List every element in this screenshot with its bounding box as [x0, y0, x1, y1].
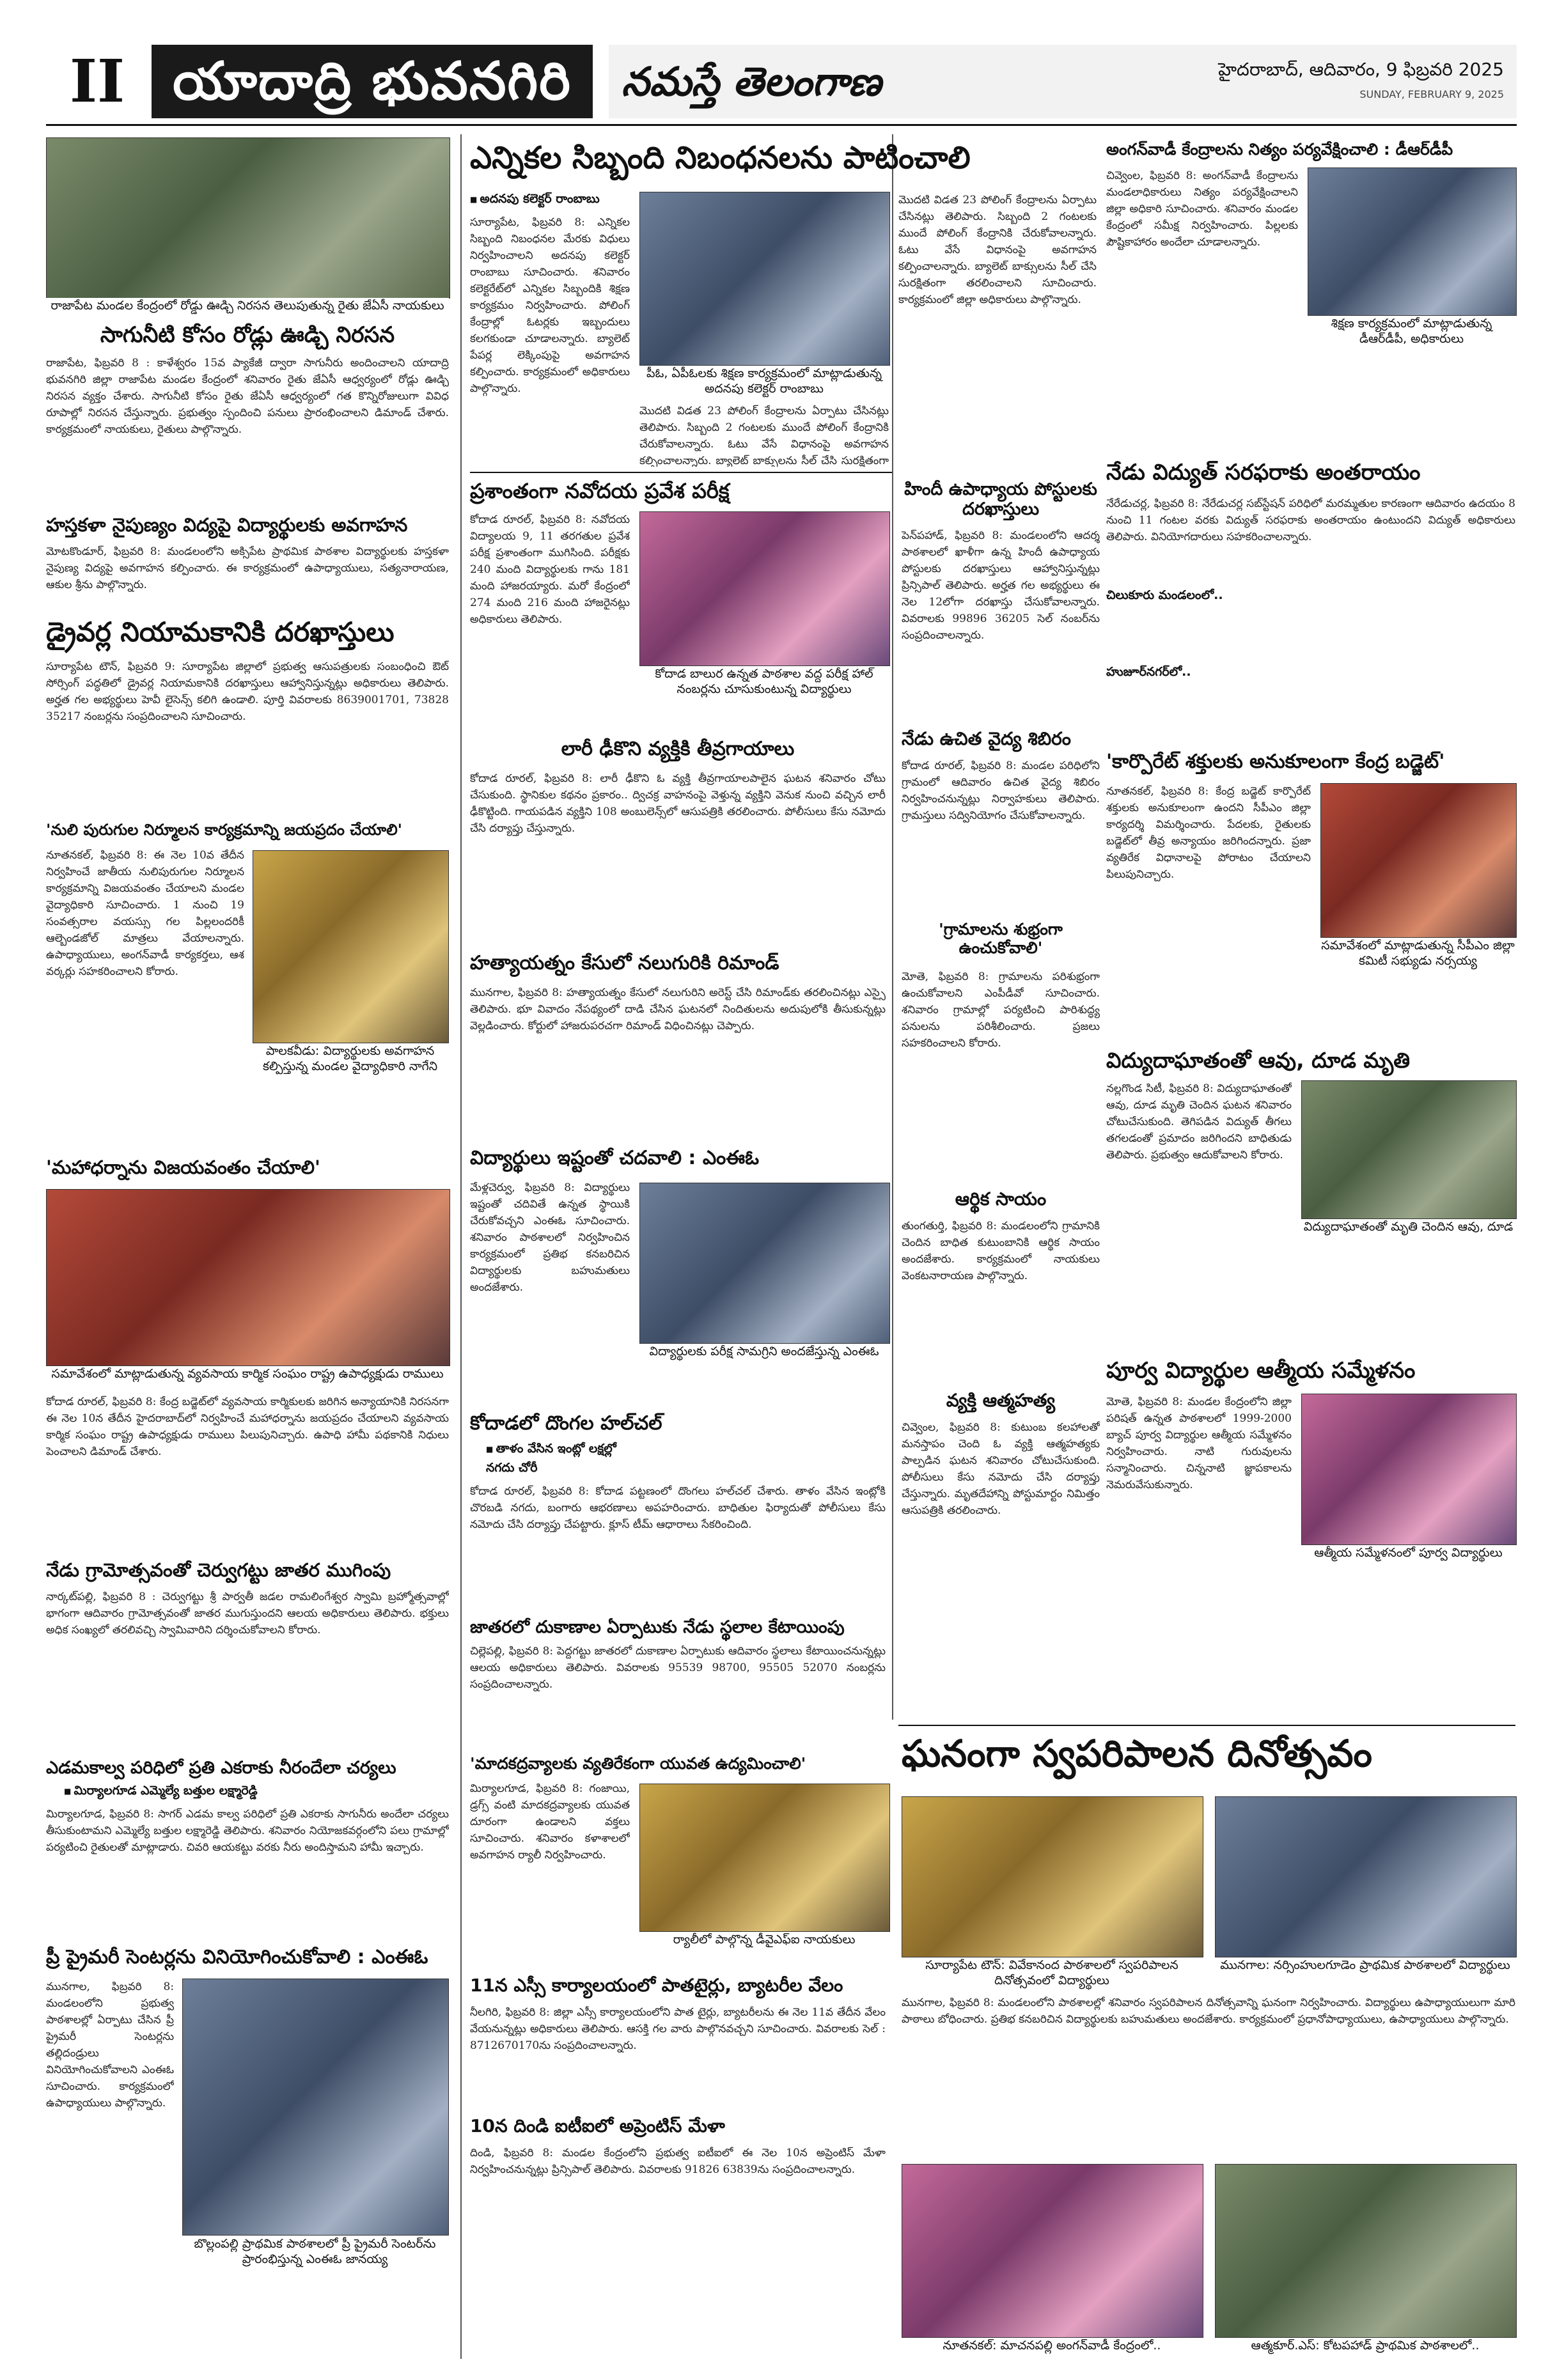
headline: ఎన్నికల సిబ్బంది నిబంధనలను పాటించాలి	[470, 140, 971, 176]
paper-name: నమస్తే తెలంగాణ	[609, 45, 1069, 118]
photo-caption: పీఓ, ఏపీఓలకు శిక్షణ కార్యక్రమంలో మాట్లాడుతున్న అదనపు కలెక్టర్ రాంబాబు	[639, 366, 889, 396]
news-photo	[639, 511, 890, 666]
divider	[470, 472, 892, 473]
photo-caption: మునగాల: నర్సింహులగూడెం ప్రాథమిక పాఠశాలలో విద్యార్థులు	[1215, 1957, 1515, 1973]
photo-caption: విద్యార్థులకు పరీక్ష సామగ్రిని అందజేస్తున్న ఎంఈఓ	[639, 1344, 889, 1359]
article-body: రాజాపేట, ఫిబ్రవరి 8 : కాళేశ్వరం 15వ ప్యాకేజీ ద్వారా సాగునీరు అందించాలని యాదాద్రి భువనగిరి జిల్లా రాజాపేట మండల కేంద్రంలో శనివారం రైతు జేఏసీ ఆధ్వర్యంలో రోడ్లు ఊడ్చి నిరసన వ్యక్తం చేశారు. సాగునీటి కోసం రైతు జేఏసీ ఆధ్వర్యంలో గత కొన్నిరోజులుగా వివిధ రూపాల్లో నిరసన చేస్తున్నారు. ప్రభుత్వం స్పందించి పనులు ప్రారంభించాలని డిమాండ్ చేశారు. కార్యక్రమంలో నాయకులు, రైతులు పాల్గొన్నారు.	[46, 357, 449, 436]
photo-caption: శిక్షణ కార్యక్రమంలో మాట్లాడుతున్న డీఆర్‌డీపీ, అధికారులు	[1308, 316, 1515, 346]
article-body: చివ్వెంల, ఫిబ్రవరి 8: అంగన్‌వాడీ కేంద్రాలను మండలాధికారులు నిత్యం పర్యవేక్షించాలని జిల్లా అధికారి సూచించారు. శనివారం మండల కేంద్రంలో సమీక్ష నిర్వహించారు. పిల్లలకు పౌష్టికాహారం అందేలా చూడాలన్నారు.	[1106, 169, 1298, 249]
news-photo	[46, 137, 450, 299]
headline: 'మహాధర్నాను విజయవంతం చేయాలి'	[46, 1156, 320, 1178]
article-body: కోదాడ రూరల్, ఫిబ్రవరి 8: కేంద్ర బడ్జెట్‌లో వ్యవసాయ కార్మికులకు జరిగిన అన్యాయానికి నిరసనగా ఈ నెల 10న తేదీన హైదరాబాద్‌లో నిర్వహించే మహాధర్నాను జయప్రదం చేయాలని వ్యవసాయ కార్మిక సంఘం రాష్ట్ర ఉపాధ్యక్షుడు రాములు పిలుపునిచ్చారు. ఉపాధి హామీ పథకానికి నిధులు పెంచాలని డిమాండ్ చేశారు.	[46, 1396, 449, 1458]
article-body: చివ్వెంల, ఫిబ్రవరి 8: కుటుంబ కలహాలతో మనస్తాపం చెంది ఓ వ్యక్తి ఆత్మహత్యకు పాల్పడిన ఘటన శనివారం చోటుచేసుకుంది. పోలీసులు కేసు నమోదు చేసి దర్యాప్తు చేస్తున్నారు. మృతదేహాన్ని పోస్టుమార్టం నిమిత్తం ఆసుపత్రికి తరలించారు.	[902, 1421, 1100, 1517]
article-body: మునగాల, ఫిబ్రవరి 8: మండలంలోని ప్రభుత్వ పాఠశాలల్లో ఏర్పాటు చేసిన ప్రీ ప్రైమరీ సెంటర్లను తల్లిదండ్రులు వినియోగించుకోవాలని ఎంఈఓ సూచించారు. కార్యక్రమంలో ఉపాధ్యాయులు పాల్గొన్నారు.	[46, 1980, 174, 2110]
article-body: మేళ్లచెర్వు, ఫిబ్రవరి 8: విద్యార్థులు ఇష్టంతో చదివితే ఉన్నత స్థాయికి చేరుకోవచ్చని ఎంఈఓ సూచించారు. శనివారం పాఠశాలలో నిర్వహించిన కార్యక్రమంలో ప్రతిభ కనబరిచిన విద్యార్థులకు బహుమతులు అందజేశారు.	[470, 1181, 630, 1294]
headline: డ్రైవర్ల నియామకానికి దరఖాస్తులు	[46, 616, 395, 648]
photo-caption: విద్యుదాఘాతంతో మృతి చెందిన ఆవు, దూడ	[1301, 1219, 1515, 1234]
article-body: కోదాడ రూరల్, ఫిబ్రవరి 8: నవోదయ విద్యాలయ 9, 11 తరగతుల ప్రవేశ పరీక్ష ప్రశాంతంగా ముగిసింది. పరీక్షకు 240 మంది విద్యార్థులకు గాను 181 మంది హాజరయ్యారు. మరో కేంద్రంలో 274 మంది 216 మంది హాజరైనట్లు అధికారులు తెలిపారు.	[470, 513, 630, 626]
news-photo	[46, 1189, 450, 1366]
article-body: మిర్యాలగూడ, ఫిబ్రవరి 8: గంజాయి, డ్రగ్స్ వంటి మాదకద్రవ్యాలకు యువత దూరంగా ఉండాలని వక్తలు సూచించారు. శనివారం కళాశాలలో అవగాహన ర్యాలీ నిర్వహించారు.	[470, 1782, 630, 1862]
headline: విద్యార్థులు ఇష్టంతో చదవాలి : ఎంఈఓ	[470, 1147, 760, 1169]
date-telugu: హైదరాబాద్, ఆదివారం, 9 ఫిబ్రవరి 2025	[1218, 59, 1504, 80]
news-photo	[253, 850, 449, 1043]
article-body: కోదాడ రూరల్, ఫిబ్రవరి 8: లారీ ఢీకొని ఓ వ్యక్తి తీవ్రగాయాలపాలైన ఘటన శనివారం చోటు చేసుకుంది. స్థానికుల కథనం ప్రకారం.. ద్విచక్ర వాహనంపై వెళ్తున్న వ్యక్తిని వెనుక నుంచి వచ్చిన లారీ ఢీకొట్టింది. గాయపడిన వ్యక్తిని 108 అంబులెన్స్‌లో ఆసుపత్రికి తరలించారు. పోలీసులు కేసు నమోదు చేసి దర్యాప్తు చేస్తున్నారు.	[470, 772, 886, 835]
headline: విద్యుదాఘాతంతో ఆవు, దూడ మృతి	[1106, 1048, 1411, 1073]
byline-subtitle: నగదు చోరీ	[486, 1461, 538, 1475]
headline: 'గ్రామాలను శుభ్రంగా ఉంచుకోవాలి'	[939, 920, 1063, 957]
article-body: మొదటి విడత 23 పోలింగ్ కేంద్రాలను ఏర్పాటు చేసినట్లు తెలిపారు. సిబ్బంది 2 గంటలకు ముందే పోలింగ్ కేంద్రానికి చేరుకోవాలన్నారు. ఓటు వేసే విధానంపై అవగాహన కల్పించాలన్నారు. బ్యాలెట్ బాక్సులను సీల్ చేసి సురక్షితంగా తరలించాలని సూచించారు. కార్యక్రమంలో జిల్లా అధికారులు పాల్గొన్నారు.	[898, 194, 1097, 306]
photo-caption: సూర్యాపేట టౌన్: వివేకానంద పాఠశాలలో స్వపరిపాలన దినోత్సవంలో విద్యార్థులు	[902, 1957, 1202, 1988]
news-photo	[902, 2164, 1203, 2338]
masthead-rule	[46, 124, 1517, 126]
headline: ప్రశాంతంగా నవోదయ ప్రవేశ పరీక్ష	[470, 479, 730, 503]
article-body: మొదటి విడత 23 పోలింగ్ కేంద్రాలను ఏర్పాటు చేసినట్లు తెలిపారు. సిబ్బంది 2 గంటలకు ముందే పోలింగ్ కేంద్రానికి చేరుకోవాలన్నారు. ఓటు వేసే విధానంపై అవగాహన కల్పించాలన్నారు. బ్యాలెట్ బాక్సులను సీల్ చేసి సురక్షితంగా	[639, 405, 889, 467]
headline: నేడు ఉచిత వైద్య శిబిరం	[902, 728, 1071, 749]
article-body: చిల్లెపల్లి, ఫిబ్రవరి 8: పెద్దగట్టు జాతరలో దుకాణాల ఏర్పాటుకు ఆదివారం స్థలాలు కేటాయించనున్నట్లు ఆలయ అధికారులు తెలిపారు. వివరాలకు 95539 98700, 95505 52070 నంబర్లను సంప్రదించాలన్నారు.	[470, 1645, 886, 1691]
photo-caption: నూతనకల్: మాచనపల్లి అంగన్‌వాడీ కేంద్రంలో..	[902, 2338, 1202, 2353]
headline: సాగునీటి కోసం రోడ్లు ఊడ్చి నిరసన	[100, 322, 395, 348]
photo-caption: సమావేశంలో మాట్లాడుతున్న వ్యవసాయ కార్మిక సంఘం రాష్ట్ర ఉపాధ్యక్షుడు రాములు	[46, 1366, 449, 1381]
headline: హస్తకళా నైపుణ్యం విద్యపై విద్యార్థులకు అవగాహన	[46, 514, 408, 536]
article-body: మోతె, ఫిబ్రవరి 8: మండల కేంద్రంలోని జిల్లా పరిషత్ ఉన్నత పాఠశాలలో 1999-2000 బ్యాచ్ పూర్వ విద్యార్థుల ఆత్మీయ సమ్మేళనం నిర్వహించారు. నాటి గురువులను సన్మానించారు. చిన్ననాటి జ్ఞాపకాలను నెమరువేసుకున్నారు.	[1106, 1396, 1292, 1491]
headline: 'కార్పొరేట్ శక్తులకు అనుకూలంగా కేంద్ర బడ్జెట్'	[1106, 751, 1445, 773]
headline: ఎడమకాల్వ పరిధిలో ప్రతి ఎకరాకు నీరందేలా చర్యలు	[46, 1758, 396, 1778]
article-body: నార్కట్‌పల్లి, ఫిబ్రవరి 8 : చెర్వుగట్టు శ్రీ పార్వతీ జడల రామలింగేశ్వర స్వామి బ్రహ్మోత్సవాల్లో భాగంగా ఆదివారం గ్రామోత్సవంతో జాతర ముగుస్తుందని ఆలయ అధికారులు తెలిపారు. భక్తులు అధిక సంఖ్యలో తరలివచ్చి స్వామివారిని దర్శించుకోవాలని కోరారు.	[46, 1591, 449, 1637]
article-body: కోదాడ రూరల్, ఫిబ్రవరి 8: మండల పరిధిలోని గ్రామంలో ఆదివారం ఉచిత వైద్య శిబిరం నిర్వహించనున్నట్లు నిర్వాహకులు తెలిపారు. గ్రామస్తులు సద్వినియోగం చేసుకోవాలన్నారు.	[902, 759, 1100, 822]
article-body: దిండి, ఫిబ్రవరి 8: మండల కేంద్రంలోని ప్రభుత్వ ఐటీఐలో ఈ నెల 10న అప్రెంటిస్ మేళా నిర్వహించనున్నట్లు ప్రిన్సిపాల్ తెలిపారు. వివరాలకు 91826 63839ను సంప్రదించాలన్నారు.	[470, 2147, 886, 2176]
article-body: నీలగిరి, ఫిబ్రవరి 8: జిల్లా ఎస్సీ కార్యాలయంలోని పాత టైర్లు, బ్యాటరీలను ఈ నెల 11వ తేదీన వేలం వేయనున్నట్లు అధికారులు తెలిపారు. ఆసక్తి గల వారు పాల్గొనవచ్చని సూచించారు. వివరాలకు సెల్ : 8712670170ను సంప్రదించాలన్నారు.	[470, 2006, 886, 2052]
news-photo	[639, 1784, 890, 1932]
photo-caption: రాజాపేట మండల కేంద్రంలో రోడ్డు ఊడ్చి నిరసన తెలుపుతున్న రైతు జేఏసీ నాయకులు	[46, 298, 449, 313]
headline: హత్యాయత్నం కేసులో నలుగురికి రిమాండ్	[470, 952, 779, 974]
article-body: సూర్యాపేట, ఫిబ్రవరి 8: ఎన్నికల సిబ్బంది నిబంధనల మేరకు విధులు నిర్వహించాలని అదనపు కలెక్టర్ రాంబాబు సూచించారు. శనివారం కలెక్టరేట్‌లో ఎన్నికల సిబ్బందికి శిక్షణ కార్యక్రమం నిర్వహించారు. పోలింగ్ కేంద్రాల్లో ఓటర్లకు ఇబ్బందులు కలగకుండా చూడాలన్నారు. బ్యాలెట్ పేపర్ల లెక్కింపుపై అవగాహన కల్పించారు. కార్యక్రమంలో అధికారులు పాల్గొన్నారు.	[470, 216, 630, 395]
headline: 11న ఎస్సీ కార్యాలయంలో పాతటైర్లు, బ్యాటరీల వేలం	[470, 1975, 843, 1996]
news-photo	[1301, 1080, 1517, 1219]
headline: కోదాడలో దొంగల హల్‌చల్	[470, 1412, 662, 1435]
news-photo	[1308, 167, 1517, 316]
headline: అంగన్‌వాడీ కేంద్రాలను నిత్యం పర్యవేక్షించాలి : డీఆర్‌డీపీ	[1106, 140, 1453, 159]
article-body: సూర్యాపేట టౌన్, ఫిబ్రవరి 9: సూర్యాపేట జిల్లాలో ప్రభుత్వ ఆసుపత్రులకు సంబంధించి ఔట్ సోర్సింగ్ పద్ధతిలో డ్రైవర్ల నియామకానికి దరఖాస్తులు ఆహ్వానిస్తున్నట్లు అధికారులు తెలిపారు. అర్హత గల అభ్యర్థులు హెవీ లైసెన్స్ కలిగి ఉండాలి. పూర్తి వివరాలకు 8639001701, 73828 35217 నంబర్లను సంప్రదించాలని సూచించారు.	[46, 660, 449, 723]
article-body: తుంగతుర్తి, ఫిబ్రవరి 8: మండలంలోని గ్రామానికి చెందిన బాధిత కుటుంబానికి ఆర్థిక సాయం అందజేశారు. కార్యక్రమంలో నాయకులు వెంకటనారాయణ పాల్గొన్నారు.	[902, 1220, 1100, 1282]
subsection-label: చిలుకూరు మండలంలో..	[1106, 588, 1223, 602]
headline: ఆర్థిక సాయం	[955, 1188, 1047, 1209]
news-photo	[639, 1183, 890, 1344]
photo-caption: సమావేశంలో మాట్లాడుతున్న సీపీఎం జిల్లా కమిటీ సభ్యుడు నర్సయ్య	[1321, 938, 1515, 968]
article-body: మోతె, ఫిబ్రవరి 8: గ్రామాలను పరిశుభ్రంగా ఉంచుకోవాలని ఎంపీడీవో సూచించారు. శనివారం గ్రామాల్లో పర్యటించి పారిశుద్ధ్య పనులను పరిశీలించారు. ప్రజలు సహకరించాలని కోరారు.	[902, 970, 1100, 1050]
news-photo	[1301, 1394, 1517, 1545]
article-body: మునగాల, ఫిబ్రవరి 8: మండలంలోని పాఠశాలల్లో శనివారం స్వపరిపాలన దినోత్సవాన్ని ఘనంగా నిర్వహించారు. విద్యార్థులు ఉపాధ్యాయులుగా మారి పాఠాలు బోధించారు. ప్రతిభ కనబరిచిన విద్యార్థులకు బహుమతులు అందజేశారు. కార్యక్రమంలో ప్రధానోపాధ్యాయులు, ఉపాధ్యాయులు పాల్గొన్నారు.	[902, 1996, 1515, 2026]
headline: 'నులి పురుగుల నిర్మూలన కార్యక్రమాన్ని జయప్రదం చేయాలి'	[46, 821, 403, 839]
date-english: SUNDAY, FEBRUARY 9, 2025	[1359, 88, 1504, 100]
news-photo	[1215, 1796, 1517, 1957]
news-photo	[1215, 2164, 1517, 2338]
headline: హిందీ ఉపాధ్యాయ పోస్టులకు దరఖాస్తులు	[904, 479, 1097, 520]
headline: జాతరలో దుకాణాల ఏర్పాటుకు నేడు స్థలాల కేటాయింపు	[470, 1617, 845, 1637]
headline: పూర్వ విద్యార్థుల ఆత్మీయ సమ్మేళనం	[1106, 1358, 1416, 1383]
headline: 'మాదకద్రవ్యాలకు వ్యతిరేకంగా యువత ఉద్యమించాలి'	[470, 1754, 806, 1773]
headline: ప్రీ ప్రైమరీ సెంటర్లను వినియోగించుకోవాలి : ఎంఈఓ	[46, 1946, 428, 1968]
headline: ఘనంగా స్వపరిపాలన దినోత్సవం	[902, 1732, 1372, 1775]
article-body: పెన్‌పహాడ్, ఫిబ్రవరి 8: మండలంలోని ఆదర్శ పాఠశాలలో ఖాళీగా ఉన్న హిందీ ఉపాధ్యాయ పోస్టులకు దరఖాస్తులు ఆహ్వానిస్తున్నట్లు ప్రిన్సిపాల్ తెలిపారు. అర్హత గల అభ్యర్థులు ఈ నెల 12లోగా దరఖాస్తు చేసుకోవాలన్నారు. వివరాలకు 99896 36205 సెల్ నంబర్‌ను సంప్రదించాలన్నారు.	[902, 529, 1100, 642]
photo-caption: ఆత్మకూర్.ఎస్: కోటపహాడ్ ప్రాథమిక పాఠశాలలో..	[1215, 2338, 1515, 2353]
headline: నేడు విద్యుత్ సరఫరాకు అంతరాయం	[1106, 460, 1421, 485]
news-photo	[182, 1979, 449, 2236]
headline: లారీ ఢీకొని వ్యక్తికి తీవ్రగాయాలు	[561, 738, 795, 760]
article-body: మిర్యాలగూడ, ఫిబ్రవరి 8: సాగర్ ఎడమ కాల్వ పరిధిలో ప్రతి ఎకరాకు సాగునీరు అందేలా చర్యలు తీసుకుంటామని ఎమ్మెల్యే బత్తుల లక్ష్మారెడ్డి తెలిపారు. శనివారం నియోజకవర్గంలోని పలు గ్రామాల్లో పర్యటించి రైతులతో మాట్లాడారు. చివరి ఆయకట్టు వరకు నీరు అందిస్తామని హామీ ఇచ్చారు.	[46, 1808, 449, 1854]
section-title: యాదాద్రి భువనగిరి	[152, 45, 593, 118]
headline: వ్యక్తి ఆత్మహత్య	[946, 1390, 1056, 1411]
page-number: II	[69, 47, 125, 116]
article-body: మోటకొండూర్, ఫిబ్రవరి 8: మండలంలోని అక్సిపేట ప్రాథమిక పాఠశాల విద్యార్థులకు హస్తకళా నైపుణ్య విద్యపై అవగాహన కల్పించారు. ఈ కార్యక్రమంలో ఉపాధ్యాయులు, సత్యనారాయణ, ఆకుల శ్రీను పాల్గొన్నారు.	[46, 545, 449, 591]
divider	[898, 1725, 1515, 1726]
news-photo	[639, 192, 890, 366]
headline: నేడు గ్రామోత్సవంతో చెర్వుగట్టు జాతర ముగింపు	[46, 1559, 391, 1581]
subsection-label: హుజూర్‌నగర్‌లో..	[1106, 665, 1191, 679]
masthead	[46, 45, 1517, 118]
photo-caption: పాలకవీడు: విద్యార్థులకు అవగాహన కల్పిస్తున్న మండల వైద్యాధికారి నాగేని	[253, 1043, 448, 1074]
photo-caption: బొల్లంపల్లి ప్రాథమిక పాఠశాలలో ప్రీ ప్రైమరీ సెంటర్‌ను ప్రారంభిస్తున్న ఎంఈఓ జానయ్య	[182, 2236, 448, 2267]
news-photo	[1320, 783, 1517, 938]
photo-caption: ఆత్మీయ సమ్మేళనంలో పూర్వ విద్యార్థులు	[1301, 1545, 1515, 1560]
article-body: నూతనకల్, ఫిబ్రవరి 8: ఈ నెల 10వ తేదీన నిర్వహించే జాతీయ నులిపురుగుల నిర్మూలన కార్యక్రమాన్ని విజయవంతం చేయాలని మండల వైద్యాధికారి సూచించారు. 1 నుంచి 19 సంవత్సరాల వయస్సు గల పిల్లలందరికీ ఆల్బెండజోల్ మాత్రలు వేయాలన్నారు. ఉపాధ్యాయులు, అంగన్‌వాడీ కార్యకర్తలు, ఆశ వర్కర్లు సహకరించాలని కోరారు.	[46, 849, 244, 978]
photo-caption: కోదాడ బాలుర ఉన్నత పాఠశాల వద్ద పరీక్ష హాల్ నంబర్లను చూసుకుంటున్న విద్యార్థులు	[639, 666, 889, 697]
article-body: నల్లగొండ సిటీ, ఫిబ్రవరి 8: విద్యుదాఘాతంతో ఆవు, దూడ మృతి చెందిన ఘటన శనివారం చోటుచేసుకుంది. తెగిపడిన విద్యుత్ తీగలు తగలడంతో ప్రమాదం జరిగిందని బాధితుడు తెలిపారు. ప్రభుత్వం ఆదుకోవాలని కోరారు.	[1106, 1082, 1292, 1162]
article-body: నూతనకల్, ఫిబ్రవరి 8: కేంద్ర బడ్జెట్ కార్పొరేట్ శక్తులకు అనుకూలంగా ఉందని సీపీఎం జిల్లా కార్యదర్శి విమర్శించారు. పేదలకు, రైతులకు బడ్జెట్‌లో తీవ్ర అన్యాయం జరిగిందన్నారు. ప్రజా వ్యతిరేక విధానాలపై పోరాటం చేయాలని పిలుపునిచ్చారు.	[1106, 785, 1311, 881]
article-body: మునగాల, ఫిబ్రవరి 8: హత్యాయత్నం కేసులో నలుగురిని అరెస్ట్ చేసి రిమాండ్‌కు తరలించినట్లు ఎస్సై తెలిపారు. భూ వివాదం నేపథ్యంలో దాడి చేసిన ఘటనలో నిందితులను అదుపులోకి తీసుకున్నట్లు వెల్లడించారు. కోర్టులో హాజరుపరచగా రిమాండ్ విధించినట్లు చెప్పారు.	[470, 986, 886, 1032]
byline: ■ అదనపు కలెక్టర్ రాంబాబు	[470, 192, 662, 209]
column-divider	[460, 134, 462, 2359]
photo-caption: ర్యాలీలో పాల్గొన్న డీవైఎఫ్ఐ నాయకులు	[639, 1932, 889, 1947]
news-photo	[902, 1796, 1203, 1957]
article-body: నేరేడుచర్ల, ఫిబ్రవరి 8: నేరేడుచర్ల సబ్‌స్టేషన్ పరిధిలో మరమ్మతుల కారణంగా ఆదివారం ఉదయం 8 నుంచి 11 గంటల వరకు విద్యుత్ సరఫరాకు అంతరాయం ఉంటుందని విద్యుత్ అధికారులు తెలిపారు. వినియోగదారులు సహకరించాలన్నారు.	[1106, 497, 1515, 543]
byline: ■ తాళం వేసిన ఇంట్లో లక్షల్లో	[486, 1442, 678, 1459]
byline: ■ మిర్యాలగూడ ఎమ్మెల్యే బత్తుల లక్ష్మారెడ్డి	[64, 1784, 448, 1801]
headline: 10న దిండి ఐటీఐలో అప్రెంటిస్ మేళా	[470, 2115, 725, 2136]
dateline	[1056, 45, 1517, 118]
column-divider	[892, 134, 893, 1720]
article-body: కోదాడ రూరల్, ఫిబ్రవరి 8: కోదాడ పట్టణంలో దొంగలు హల్‌చల్ చేశారు. తాళం వేసిన ఇంట్లోకి చొరబడి నగదు, బంగారు ఆభరణాలు అపహరించారు. బాధితుల ఫిర్యాదుతో పోలీసులు కేసు నమోదు చేసి దర్యాప్తు చేపట్టారు. క్లూస్ టీమ్ ఆధారాలు సేకరించింది.	[470, 1485, 886, 1531]
